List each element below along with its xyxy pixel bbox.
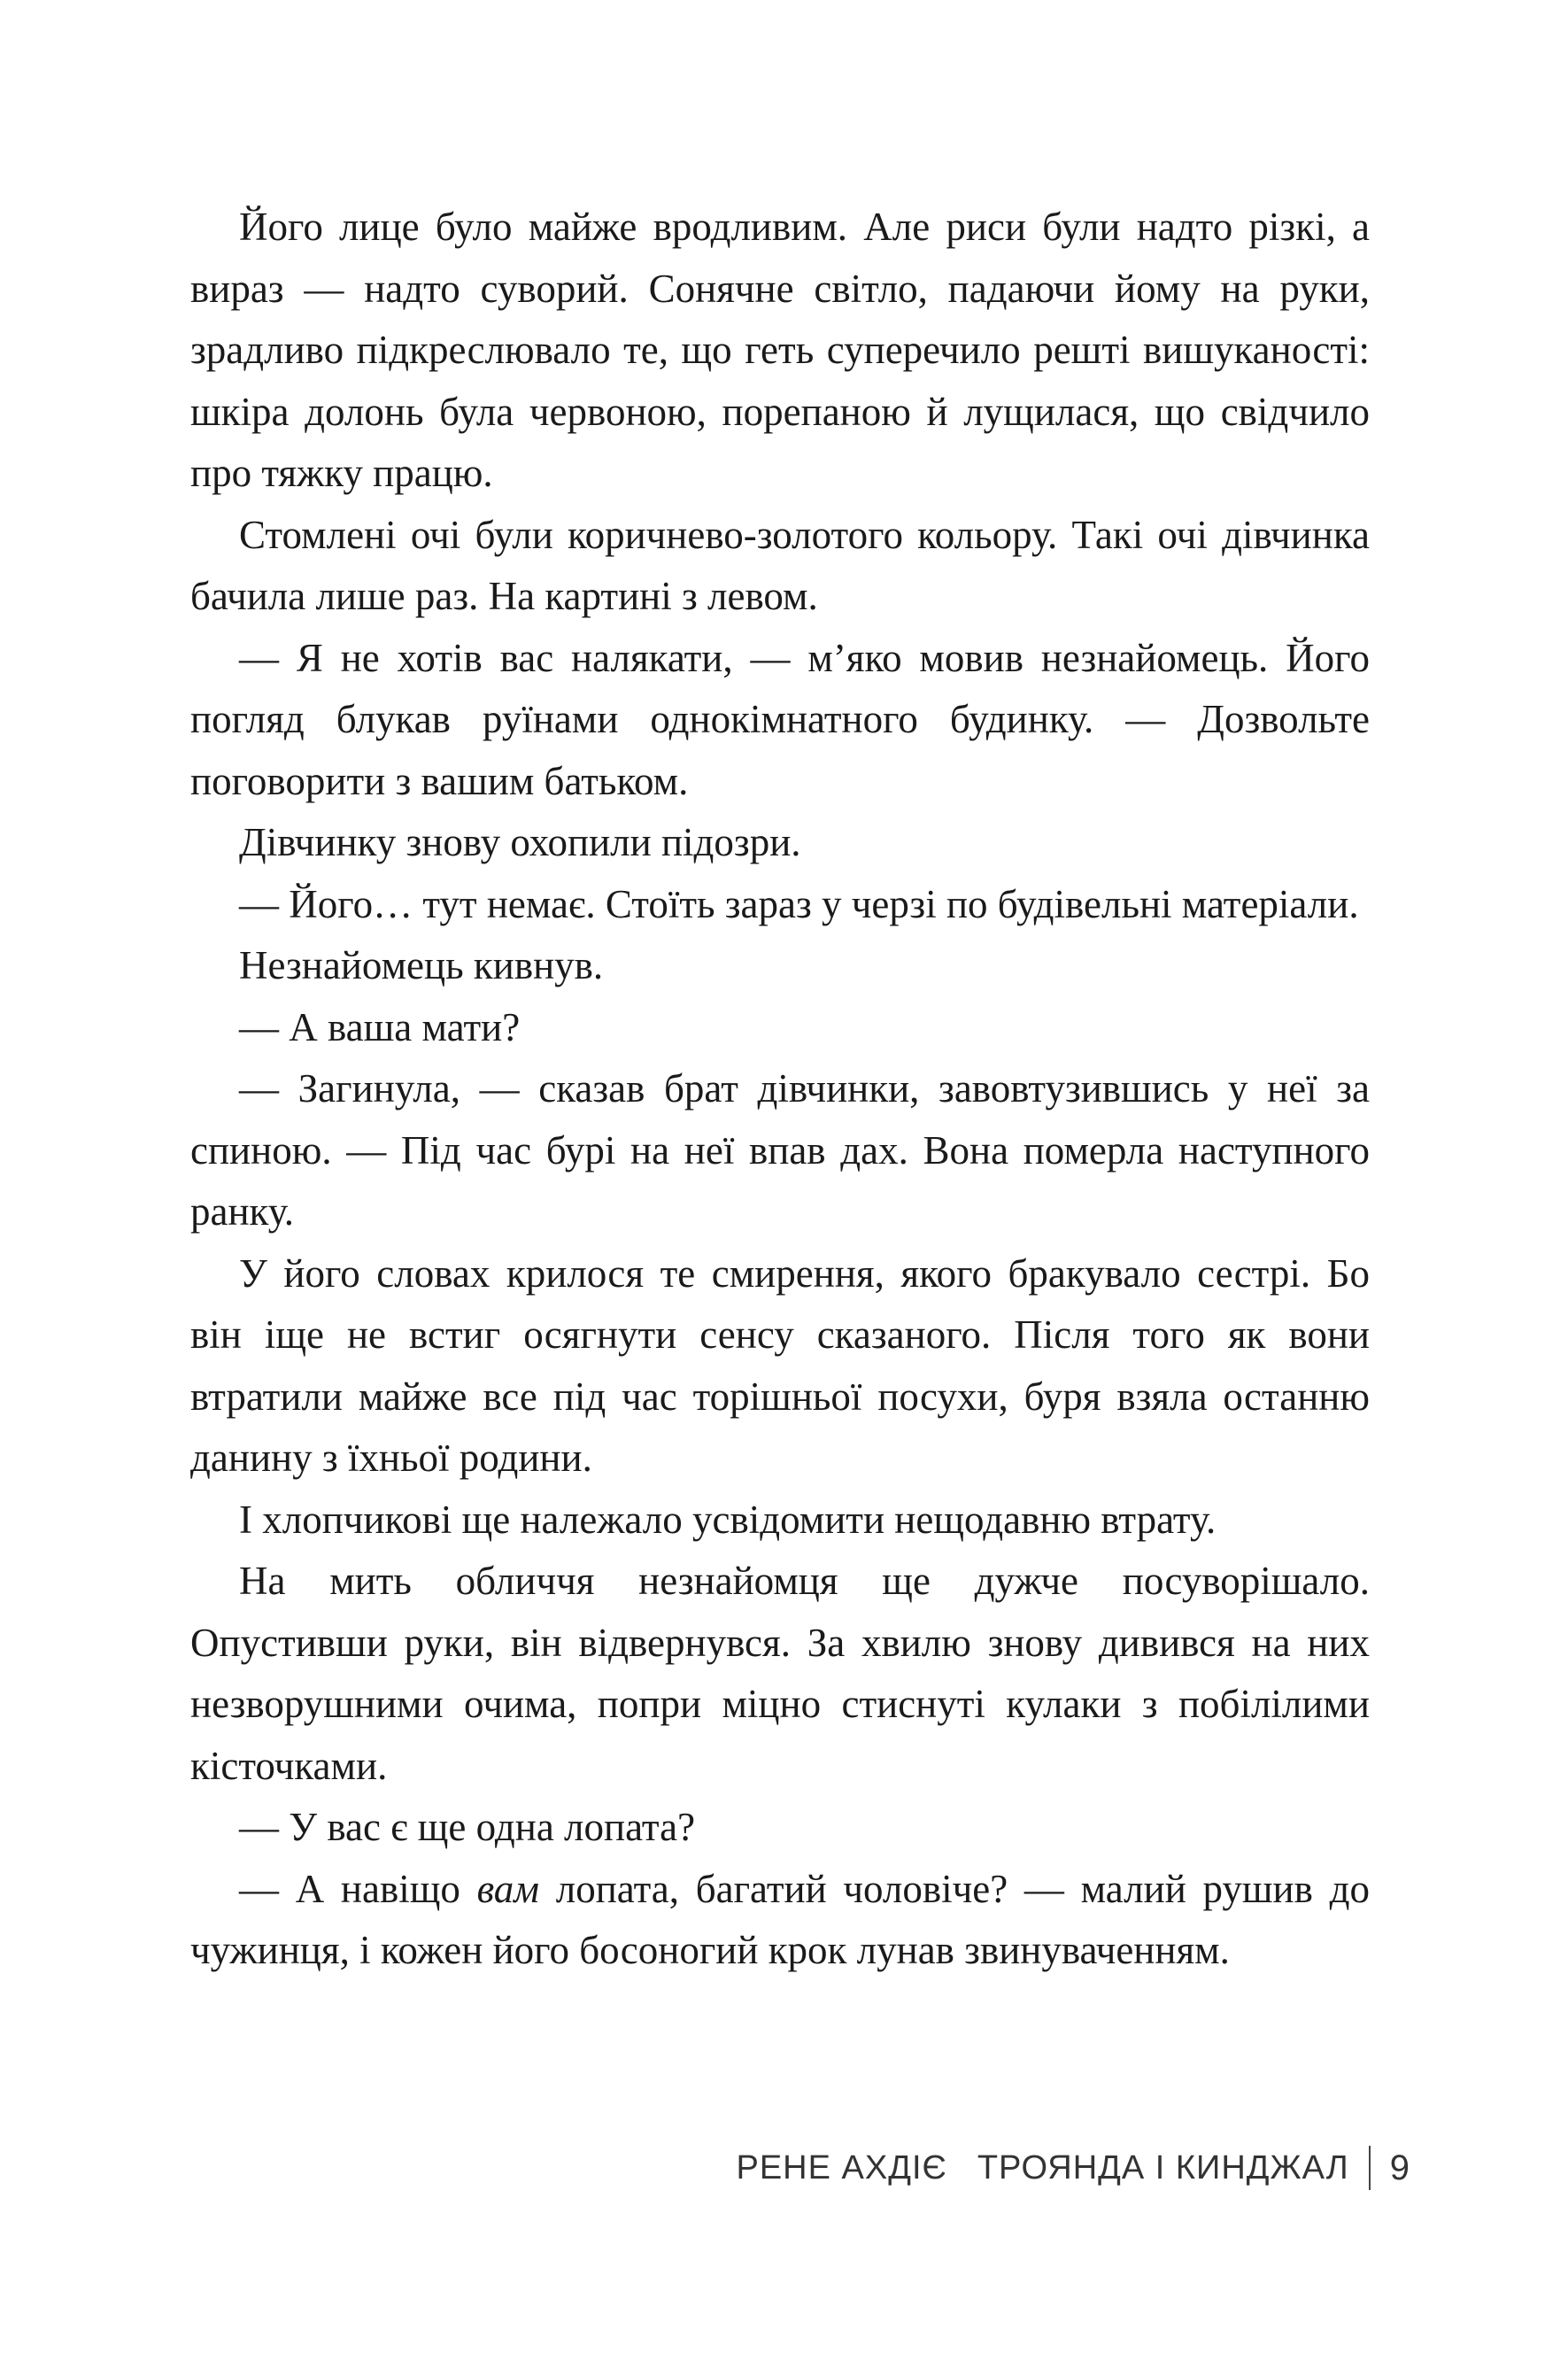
paragraph-13-end: лопата, багатий чоловіче? — малий рушив до чужинця, і кожен його босоногий крок лунав звинуваченням. — [190, 1866, 1370, 1972]
paragraph-12: — У вас є ще одна лопата? — [239, 1805, 696, 1849]
footer-book-title: ТРОЯНДА І КИНДЖАЛ — [977, 2148, 1349, 2187]
paragraph-9: У його словах крилося те смирення, якого бракувало сестрі. Бо він іще не встиг осягнути сенсу сказаного. Після того як вони втратили майже все під час торішньої посухи, буря взяла останню данину з їхньої родини. — [190, 1250, 1370, 1480]
page-body-text — [190, 197, 1370, 1982]
footer-divider — [1369, 2146, 1371, 2190]
paragraph-6: Незнайомець кивнув. — [239, 943, 604, 987]
paragraph-13-emphasis: вам — [476, 1866, 540, 1911]
paragraph-5: — Його… тут немає. Стоїть зараз у черзі по будівельні матеріали. — [239, 881, 1359, 926]
paragraph-13-start: — А навіщо — [239, 1866, 477, 1911]
paragraph-8: — Загинула, — сказав брат дівчинки, завовтузившись у неї за спиною. — Під час бурі на неї впав дах. Вона померла наступного ранку. — [190, 1066, 1370, 1234]
paragraph-3: — Я не хотів вас налякати, — м’яко мовив незнайомець. Його погляд блукав руїнами однокімнатного будинку. — Дозвольте поговорити з вашим батьком. — [190, 635, 1370, 803]
paragraph-4: Дівчинку знову охопили підозри. — [239, 820, 801, 864]
paragraph-1: Його лице було майже вродливим. Але риси були надто різкі, а вираз — надто суворий. Сонячне світло, падаючи йому на руки, зрадливо підкреслювало те, що геть суперечило решті вишуканості: шкіра долонь була червоною, порепаною й лущилася, що свідчило про тяжку працю. — [190, 205, 1370, 495]
paragraph-7: — А ваша мати? — [239, 1004, 521, 1049]
paragraph-10: І хлопчикові ще належало усвідомити нещодавню втрату. — [239, 1497, 1217, 1542]
paragraph-11: На мить обличчя незнайомця ще дужче посуворішало. Опустивши руки, він відвернувся. За хвилю знову дивився на них незворушними очима, попри міцно стиснуті кулаки з побілілими кісточками. — [190, 1559, 1370, 1788]
running-footer — [736, 2141, 1410, 2194]
page-number: 9 — [1389, 2148, 1410, 2187]
paragraph-13 — [190, 1859, 1370, 1982]
paragraph-2: Стомлені очі були коричнево-золотого кольору. Такі очі дівчинка бачила лише раз. На картині з левом. — [190, 512, 1370, 618]
footer-author: РЕНЕ АХДІЄ — [736, 2148, 947, 2187]
